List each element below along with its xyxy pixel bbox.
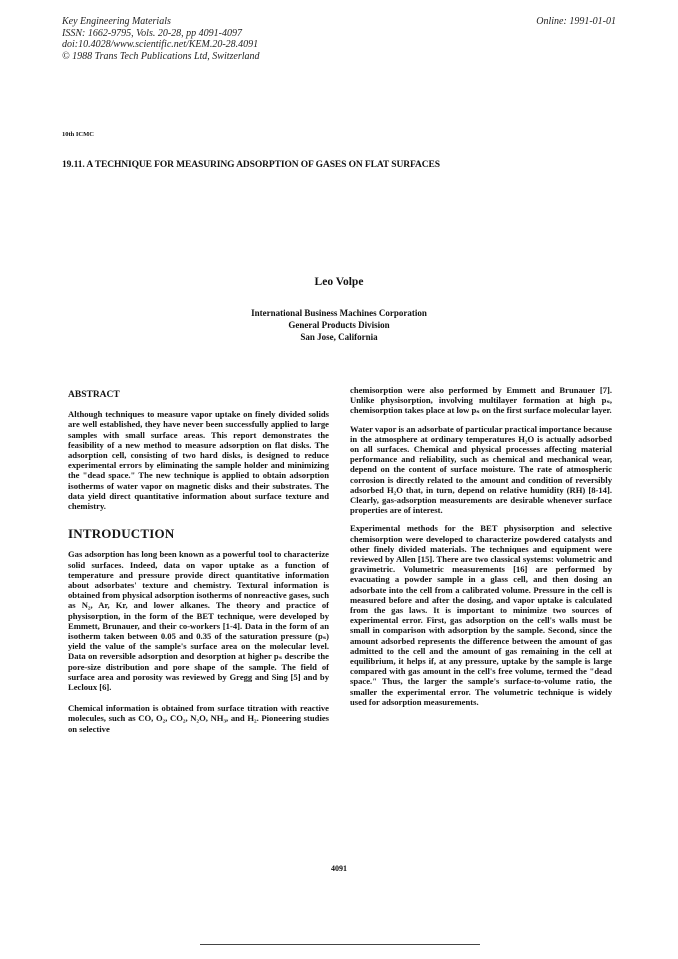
online-date: Online: 1991-01-01 <box>536 16 616 27</box>
right-paragraph-3: Experimental methods for the BET physisorption and selective chemisorption were developed to characterize powdered catalysts and other finely divided materials. The techniques and equipment were reviewed by Allen [15]. There are two classical systems: volumetric and gravimetric. Volumetric measurements [16] are performed by evacuating a powder sample in a glass cell, and then dosing an adsorbate into the cell from a calibrated volume. Pressure in the cell is measured before and after the dosing, and vapor uptake is calculated from the gas laws. It is important to minimize two sources of experimental error. First, gas adsorption on the cell's walls must be small in comparison with adsorption by the sample. Second, since the amount adsorbed represents the difference between the amount of gas admitted to the cell and the amount of gas remaining in the cell at equilibrium, it helps if, at any pressure, uptake by the sample is large compared with gas amount in the cell's free volume, termed the "dead space." Thus, the larger the sample's surface-to-volume ratio, the smaller the experimental error. The volumetric technique is widely used for adsorption measurements. <box>350 523 612 707</box>
journal-name: Key Engineering Materials <box>62 16 171 27</box>
right-column <box>350 385 612 715</box>
affiliation-division: General Products Division <box>288 320 390 330</box>
journal-header <box>62 16 260 62</box>
affiliation-location: San Jose, California <box>300 332 378 342</box>
intro-paragraph-1: Gas adsorption has long been known as a powerful tool to characterize solid surfaces. Indeed, data on vapor uptake as a function of temperature and pressure provide direct quantitative information about adsorbates' texture and chemistry. Textural information is obtained from physical adsorption isotherms of nonreactive gases, such as N₂, Ar, Kr, and lower alkanes. The theory and practice of physisorption, in the form of the BET technique, were developed by Emmett, Brunauer, and their co-workers [1-4]. Data in the form of an isotherm taken between 0.05 and 0.35 of the saturation pressure (pₛ) yield the value of the sample's surface area on the molecular level. Data on reversible adsorption and desorption at higher pₛ describe the pore-size distribution and pore shape of the sample. The field of surface area and porosity was reviewed by Gregg and Sing [5] and by Lecloux [6]. <box>68 549 329 693</box>
intro-paragraph-2: Chemical information is obtained from surface titration with reactive molecules, such as CO, O₂, CO₂, N₂O, NH₃, and H₂. Pioneering studies on selective <box>68 703 329 734</box>
affiliation <box>0 307 678 343</box>
page-number: 4091 <box>331 864 347 873</box>
journal-copyright: © 1988 Trans Tech Publications Ltd, Switzerland <box>62 50 260 62</box>
introduction-heading: INTRODUCTION <box>68 526 175 542</box>
author-name: Leo Volpe <box>314 276 364 288</box>
paper-title: 19.11. A TECHNIQUE FOR MEASURING ADSORPTION OF GASES ON FLAT SURFACES <box>62 160 440 170</box>
journal-doi: doi:10.4028/www.scientific.net/KEM.20-28.4091 <box>62 39 259 50</box>
right-paragraph-1: chemisorption were also performed by Emmett and Brunauer [7]. Unlike physisorption, involving multilayer formation at high pₛ, chemisorption takes place at low pₛ on the first surface molecular layer. <box>350 385 612 416</box>
right-paragraph-2: Water vapor is an adsorbate of particular practical importance because in the atmosphere at ordinary temperatures H₂O is actually adsorbed on all surfaces. Chemical and physical processes affecting material performance and reliability, such as chemical and mechanical wear, depend on the content of surface moisture. The rate of atmospheric corrosion is directly related to the amount and condition of reversibly adsorbed H₂O that, in turn, depend on relative humidity (RH) [8-14]. Clearly, gas-adsorption measurements are desirable whenever surface properties are of interest. <box>350 423 612 516</box>
affiliation-company: International Business Machines Corporation <box>251 308 427 318</box>
left-column <box>68 390 329 742</box>
footer-rule <box>200 944 480 945</box>
journal-issn: ISSN: 1662-9795, Vols. 20-28, pp 4091-4097 <box>62 27 242 39</box>
conference-label: 10th ICMC <box>62 131 94 138</box>
abstract-text: Although techniques to measure vapor uptake on finely divided solids are well established, they have never been successfully applied to large samples with small surface areas. This report demonstrates the feasibility of a new method to measure adsorption on flat disks. The adsorption cell, consisting of two hard disks, is designed to reduce experimental errors by eliminating the sample holder and minimizing the "dead space." The new technique is applied to obtain adsorption isotherms of water vapor on magnetic disks and their substrates. The data yield direct quantitative information about surface texture and chemistry. <box>68 409 329 512</box>
abstract-heading: ABSTRACT <box>68 390 120 400</box>
